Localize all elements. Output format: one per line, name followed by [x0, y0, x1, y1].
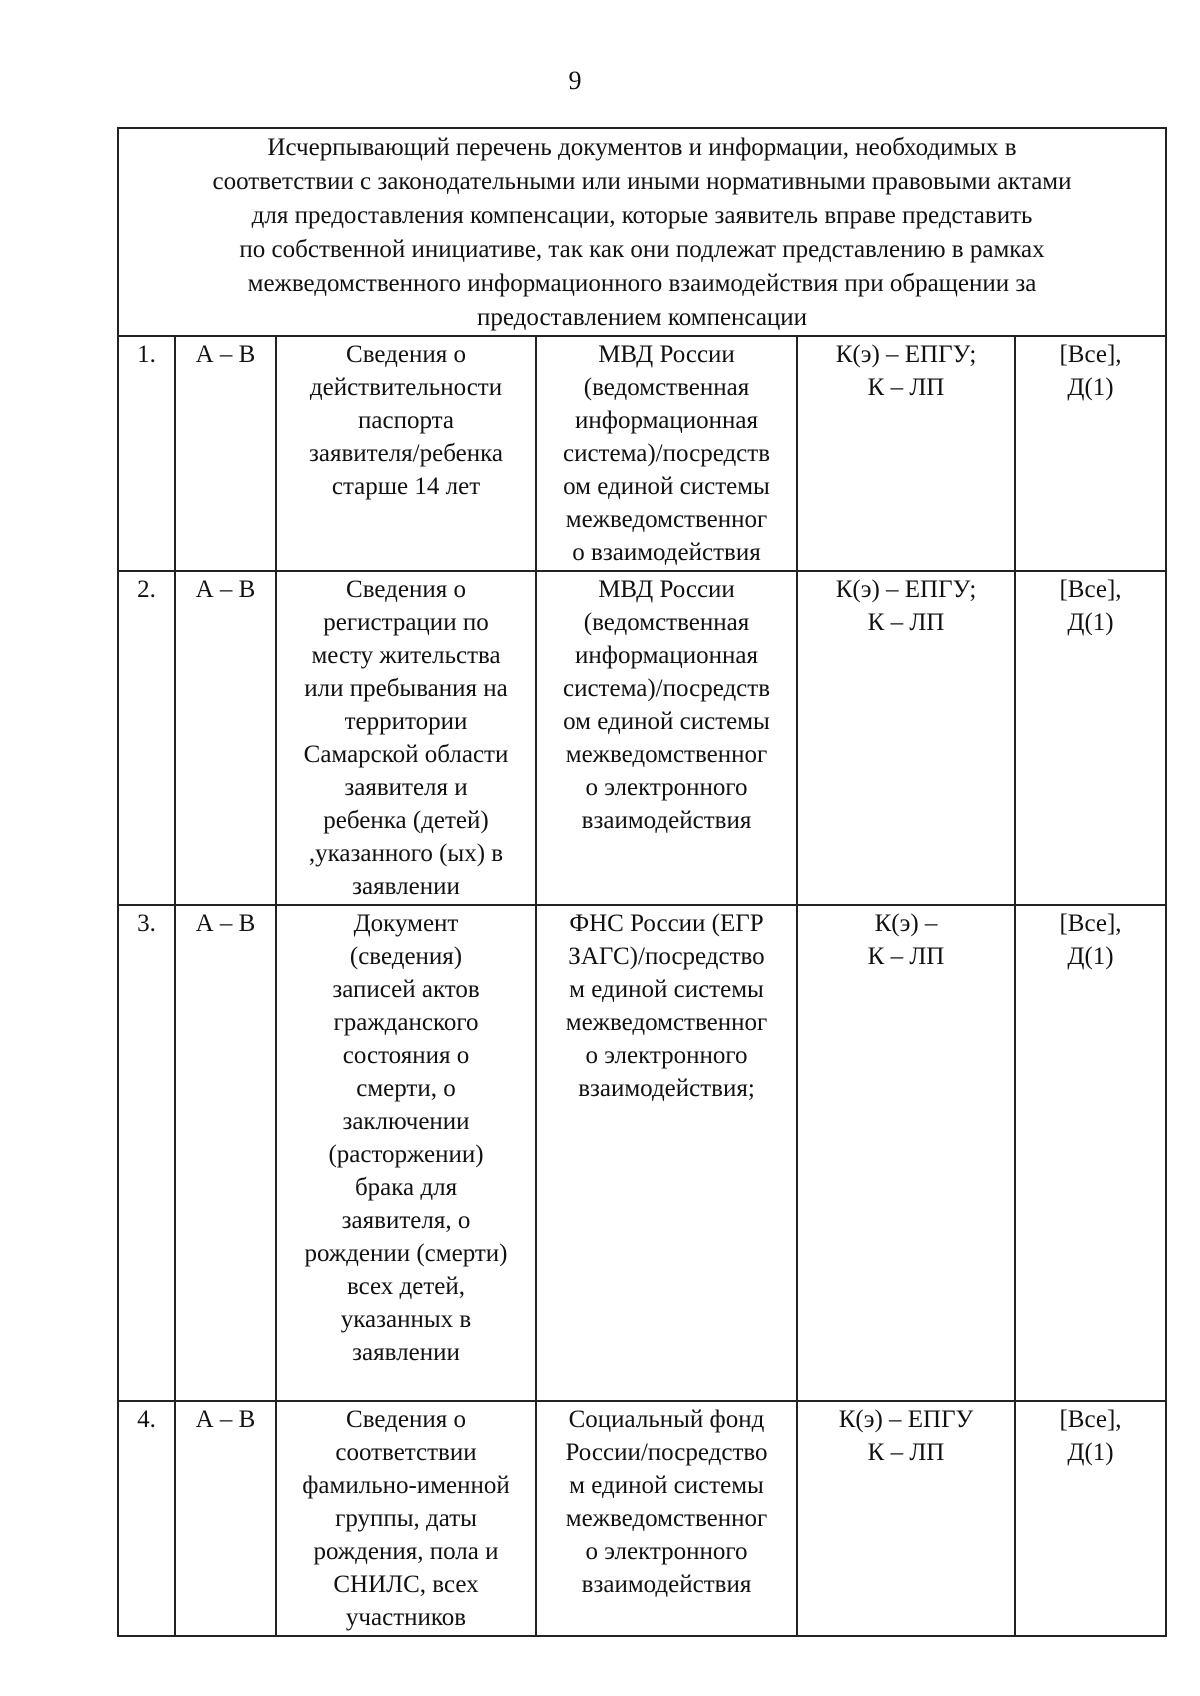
row-code: А – В [175, 1401, 276, 1636]
row-document: Сведения о соответствии фамильно-именной группы, даты рождения, пола и СНИЛС, всех участников [276, 1401, 536, 1636]
documents-table [117, 127, 1167, 1637]
row-document: Сведения о действительности паспорта заявителя/ребенка старше 14 лет [276, 336, 536, 571]
table-header: Исчерпывающий перечень документов и информации, необходимых в соответствии с законодательными или иными нормативными правовыми актами для предоставления компенсации, которые заявитель вправе представить по собственной инициативе, так как они подлежат представлению в рамках межведомственного информационного взаимодействия при обращении за предоставлением компенсации [118, 128, 1166, 336]
table-row [118, 1401, 1166, 1636]
row-scope: [Все], Д(1) [1015, 1401, 1166, 1636]
row-scope: [Все], Д(1) [1015, 336, 1166, 571]
row-number: 3. [118, 905, 175, 1401]
row-source: МВД России (ведомственная информационная система)/посредств ом единой системы межведомственног о электронного взаимодействия [536, 571, 797, 905]
table-header-row [118, 128, 1166, 336]
row-method: К(э) – ЕПГУ; К – ЛП [797, 571, 1015, 905]
row-scope: [Все], Д(1) [1015, 905, 1166, 1401]
row-method: К(э) – ЕПГУ; К – ЛП [797, 336, 1015, 571]
row-code: А – В [175, 905, 276, 1401]
row-method: К(э) – К – ЛП [797, 905, 1015, 1401]
row-number: 1. [118, 336, 175, 571]
table-row [118, 571, 1166, 905]
page-number: 9 [568, 66, 582, 95]
row-document: Сведения о регистрации по месту жительства или пребывания на территории Самарской области заявителя и ребенка (детей) ,указанного (ых) в заявлении [276, 571, 536, 905]
row-code: А – В [175, 571, 276, 905]
row-number: 4. [118, 1401, 175, 1636]
row-source: Социальный фонд России/посредство м единой системы межведомственног о электронного взаимодействия [536, 1401, 797, 1636]
row-number: 2. [118, 571, 175, 905]
row-scope: [Все], Д(1) [1015, 571, 1166, 905]
row-document: Документ (сведения) записей актов гражданского состояния о смерти, о заключении (расторжении) брака для заявителя, о рождении (смерти) всех детей, указанных в заявлении [276, 905, 536, 1401]
row-code: А – В [175, 336, 276, 571]
table-row [118, 905, 1166, 1401]
row-source: ФНС России (ЕГР ЗАГС)/посредство м единой системы межведомственног о электронного взаимодействия; [536, 905, 797, 1401]
row-method: К(э) – ЕПГУ К – ЛП [797, 1401, 1015, 1636]
table-row [118, 336, 1166, 571]
row-source: МВД России (ведомственная информационная система)/посредств ом единой системы межведомственног о взаимодействия [536, 336, 797, 571]
